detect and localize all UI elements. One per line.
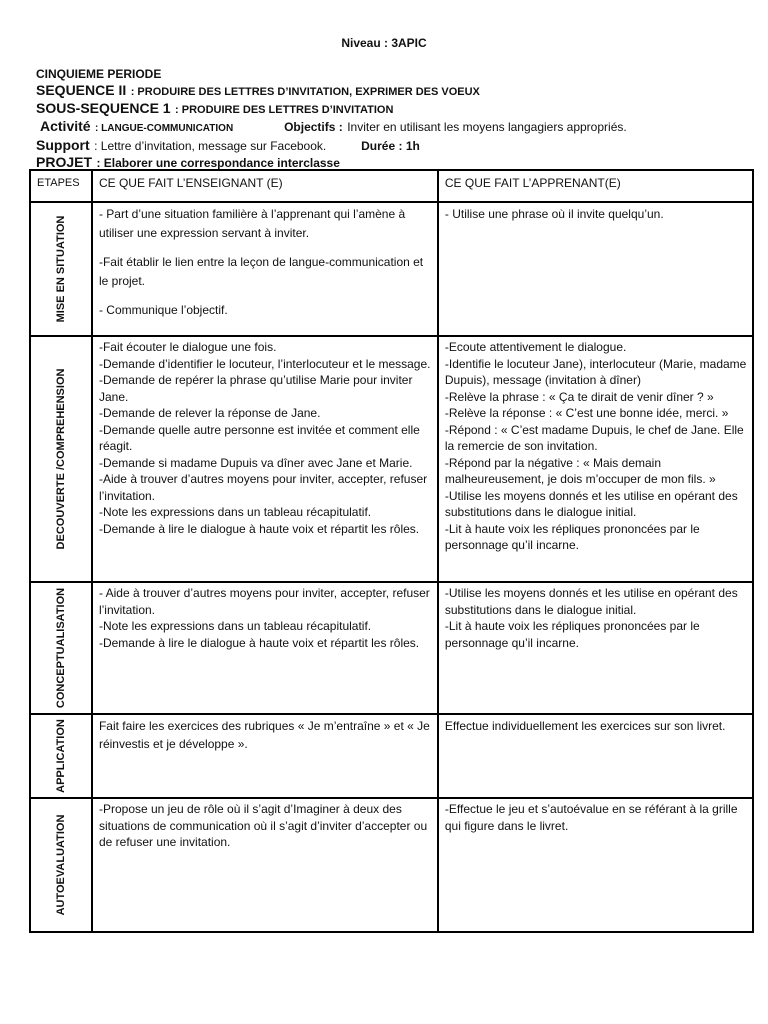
table-header-row <box>30 170 753 202</box>
teacher-line: -Propose un jeu de rôle où il s’agit d’Imaginer à deux des situations de communication où il s’agit d’inviter d’accepter ou de refuser une invitation. <box>98 802 428 849</box>
teacher-line: -Note les expressions dans un tableau récapitulatif. <box>98 505 372 519</box>
periode-line: CINQUIEME PERIODE <box>36 67 162 81</box>
teacher-cell <box>92 714 438 798</box>
teacher-line: -Demande si madame Dupuis va dîner avec Jane et Marie. <box>98 455 413 470</box>
projet-label: PROJET <box>36 154 93 170</box>
projet-text: : Elaborer une correspondance interclasse <box>96 156 340 170</box>
learner-cell <box>438 336 753 582</box>
learner-line: -Relève la réponse : « C’est une bonne idée, merci. » <box>444 406 729 420</box>
teacher-cell <box>92 336 438 582</box>
teacher-line: -Demande de relever la réponse de Jane. <box>98 406 321 420</box>
learner-line: -Répond : « C’est madame Dupuis, le chef de Jane. Elle la remercie de son invitation. <box>444 422 744 453</box>
duree-label: Durée : 1h <box>361 139 420 153</box>
table-row <box>30 798 753 932</box>
sous-sequence-text: : PRODUIRE DES LETTRES D’INVITATION <box>175 104 394 116</box>
teacher-line: -Demande d’identifier le locuteur, l’interlocuteur et le message. <box>98 356 431 371</box>
stage-cell <box>30 202 92 336</box>
learner-line: -Utilise les moyens donnés et les utilise en opérant des substitutions dans le dialogue initial. <box>444 586 738 617</box>
stage-label: AUTOEVALUATION <box>54 814 67 916</box>
learner-line: -Lit à haute voix les répliques prononcées par le personnage qu’il incarne. <box>444 521 700 552</box>
sequence-label: SEQUENCE II <box>36 82 127 98</box>
learner-line: - Utilise une phrase où il invite quelqu’un. <box>444 207 664 221</box>
stage-label: DECOUVERTE /COMPREHENSION <box>54 368 67 550</box>
teacher-line: -Aide à trouver d’autres moyens pour inviter, accepter, refuser l’invitation. <box>98 472 428 503</box>
teacher-line: - Part d’une situation familière à l’apprenant qui l’amène à utiliser une expression servant à inviter. <box>98 207 406 240</box>
learner-cell <box>438 714 753 798</box>
teacher-line: -Demande quelle autre personne est invitée et comment elle réagit. <box>98 422 420 453</box>
table-row <box>30 202 753 336</box>
niveau-title: Niveau : 3APIC <box>341 36 427 50</box>
stage-cell <box>30 798 92 932</box>
teacher-line: -Fait écouter le dialogue une fois. <box>98 340 277 354</box>
lesson-table <box>29 169 754 933</box>
learner-cell <box>438 202 753 336</box>
teacher-line: -Demande de repérer la phrase qu’utilise Marie pour inviter Jane. <box>98 373 413 404</box>
teacher-cell <box>92 798 438 932</box>
teacher-line: - Aide à trouver d’autres moyens pour inviter, accepter, refuser l’invitation. <box>98 586 430 617</box>
teacher-line: -Demande à lire le dialogue à haute voix et répartit les rôles. <box>98 521 420 536</box>
table-row <box>30 714 753 798</box>
sequence-text: : PRODUIRE DES LETTRES D’INVITATION, EXPRIMER DES VOEUX <box>130 86 480 98</box>
learner-line: -Répond par la négative : « Mais demain malheureusement, je dois m’occuper de mon fils. » <box>444 455 716 486</box>
table-row <box>30 336 753 582</box>
stage-label: CONCEPTUALISATION <box>54 587 67 709</box>
objectifs-label: Objectifs : <box>284 120 343 134</box>
activite-label: Activité <box>40 118 91 134</box>
support-text: : Lettre d’invitation, message sur Facebook. <box>94 139 327 153</box>
support-label: Support <box>36 137 90 153</box>
teacher-line: -Fait établir le lien entre la leçon de langue-communication et le projet. <box>98 255 424 288</box>
stage-cell <box>30 336 92 582</box>
teacher-cell <box>92 202 438 336</box>
learner-line: -Identifie le locuteur Jane), interlocuteur (Marie, madame Dupuis), message (invitation à dîner) <box>444 356 747 387</box>
stage-cell <box>30 714 92 798</box>
learner-line: -Lit à haute voix les répliques prononcées par le personnage qu’il incarne. <box>444 619 700 650</box>
learner-line: -Relève la phrase : « Ça te dirait de venir dîner ? » <box>444 389 714 404</box>
activite-line <box>36 118 746 137</box>
stage-label: APPLICATION <box>54 719 67 793</box>
header-apprenant: CE QUE FAIT L’APPRENANT(E) <box>438 170 753 202</box>
sous-sequence-line <box>36 100 746 118</box>
teacher-line: -Demande à lire le dialogue à haute voix et répartit les rôles. <box>98 635 420 650</box>
lesson-header <box>36 66 746 171</box>
learner-line: -Effectue le jeu et s’autoévalue en se référant à la grille qui figure dans le livret. <box>444 802 738 833</box>
learner-line: Effectue individuellement les exercices sur son livret. <box>444 719 726 733</box>
teacher-line: - Communique l’objectif. <box>98 303 228 317</box>
teacher-line: -Note les expressions dans un tableau récapitulatif. <box>98 619 372 633</box>
teacher-cell <box>92 582 438 714</box>
sous-sequence-label: SOUS-SEQUENCE 1 <box>36 100 171 116</box>
sequence-line <box>36 82 746 100</box>
header-enseignant: CE QUE FAIT L’ENSEIGNANT (E) <box>92 170 438 202</box>
objectifs-text: Inviter en utilisant les moyens langagiers appropriés. <box>347 120 627 134</box>
table-row <box>30 582 753 714</box>
stage-label: MISE EN SITUATION <box>54 215 67 323</box>
learner-line: -Utilise les moyens donnés et les utilise en opérant des substitutions dans le dialogue initial. <box>444 488 738 519</box>
learner-line: -Ecoute attentivement le dialogue. <box>444 340 627 354</box>
learner-cell <box>438 582 753 714</box>
teacher-line: Fait faire les exercices des rubriques « Je m’entraîne » et « Je réinvestis et je développe ». <box>98 719 430 751</box>
header-etapes: ETAPES <box>30 170 92 202</box>
stage-cell <box>30 582 92 714</box>
activite-text: : LANGUE-COMMUNICATION <box>95 123 234 134</box>
learner-cell <box>438 798 753 932</box>
support-line <box>36 137 746 154</box>
